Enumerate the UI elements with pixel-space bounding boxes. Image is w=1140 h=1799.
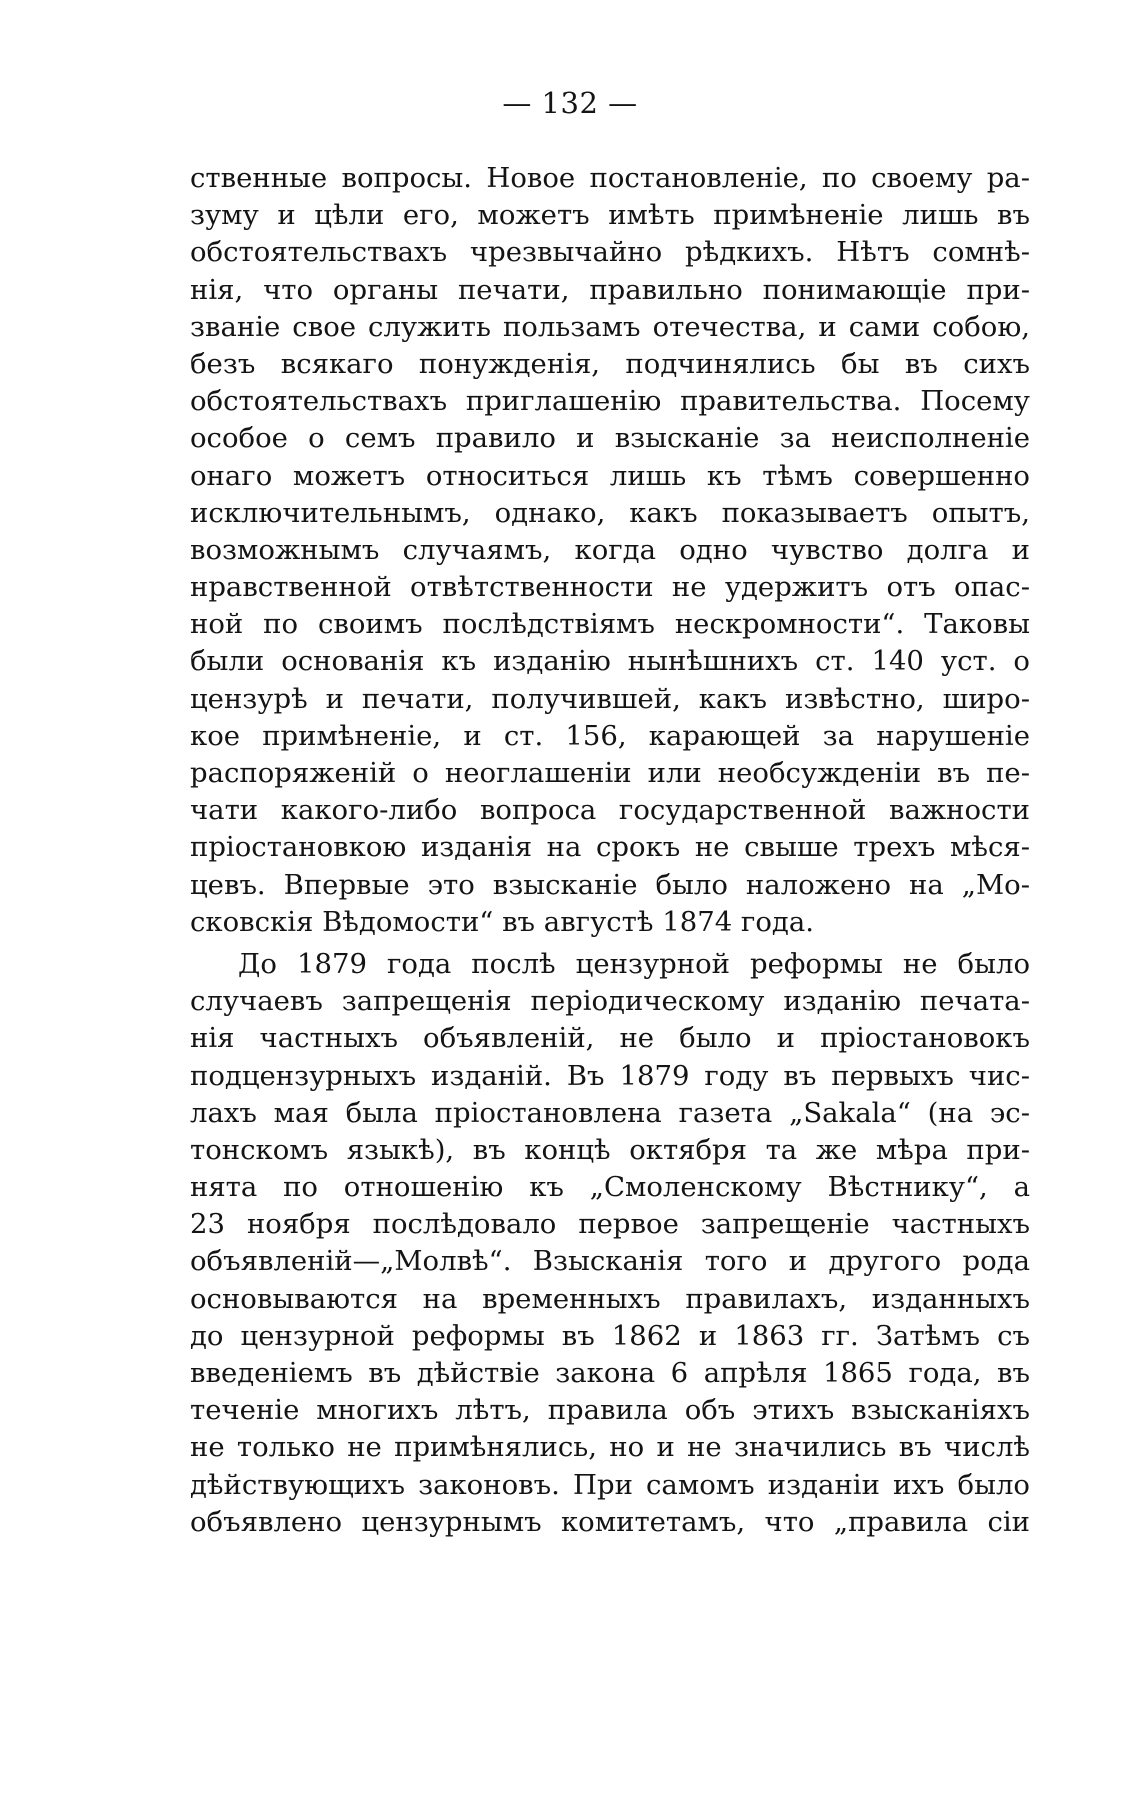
- text-line: нята по отношенію къ „Смоленскому Вѣстнику“, а: [190, 1171, 1030, 1204]
- text-line: нравственной отвѣтственности не удержитъ отъ опас-: [190, 571, 1030, 604]
- text-line: безъ всякаго понужденія, подчинялись бы въ сихъ: [190, 347, 1030, 380]
- text-line: случаевъ запрещенія періодическому изданію печата-: [190, 985, 1030, 1018]
- text-line: ственные вопросы. Новое постановленіе, по своему ра-: [190, 162, 1030, 194]
- text-line: были основанія къ изданію нынѣшнихъ ст. 140 уст. о: [190, 645, 1030, 678]
- text-line: онаго можетъ относиться лишь къ тѣмъ совершенно: [190, 459, 1030, 492]
- text-line: основываются на временныхъ правилахъ, изданныхъ: [190, 1282, 1030, 1315]
- text-line: дѣйствующихъ законовъ. При самомъ изданіи ихъ было: [190, 1468, 1030, 1501]
- text-line: до цензурной реформы въ 1862 и 1863 гг. Затѣмъ съ: [190, 1319, 1030, 1352]
- text-line: объявленій—„Молвѣ“. Взысканія того и другого рода: [190, 1245, 1030, 1278]
- text-line: не только не примѣнялись, но и не значились въ числѣ: [190, 1431, 1030, 1464]
- text-line: тонскомъ языкѣ), въ концѣ октября та же мѣра при-: [190, 1133, 1030, 1166]
- paragraph: [190, 160, 1030, 941]
- text-line: обстоятельствахъ чрезвычайно рѣдкихъ. Нѣтъ сомнѣ-: [190, 236, 1030, 269]
- text-line: объявлено цензурнымъ комитетамъ, что „правила сіи: [190, 1505, 1030, 1538]
- text-line: цевъ. Впервые это взысканіе было наложено на „Мо-: [190, 868, 1030, 901]
- text-line: зуму и цѣли его, можетъ имѣть примѣненіе лишь въ: [190, 199, 1030, 232]
- text-line: кое примѣненіе, и ст. 156, карающей за нарушеніе: [190, 719, 1030, 752]
- body-text: [190, 160, 1030, 1541]
- text-line: сковскія Вѣдомости“ въ августѣ 1874 года.: [190, 905, 814, 938]
- paragraph: [190, 946, 1030, 1541]
- text-line: лахъ мая была пріостановлена газета „Sakala“ (на эс-: [190, 1096, 1030, 1129]
- text-line: 23 ноября послѣдовало первое запрещеніе частныхъ: [190, 1208, 1030, 1241]
- text-line: исключительнымъ, однако, какъ показываетъ опытъ,: [190, 496, 1030, 529]
- text-line: подцензурныхъ изданій. Въ 1879 году въ первыхъ чис-: [190, 1059, 1030, 1092]
- text-line: До 1879 года послѣ цензурной реформы не было: [238, 947, 1030, 980]
- text-line: распоряженій о неоглашеніи или необсужденіи въ пе-: [190, 757, 1030, 789]
- text-line: обстоятельствахъ приглашенію правительства. Посему: [190, 385, 1030, 418]
- text-line: введеніемъ въ дѣйствіе закона 6 апрѣля 1865 года, въ: [190, 1357, 1030, 1389]
- page-number: — 132 —: [502, 86, 638, 120]
- text-line: цензурѣ и печати, получившей, какъ извѣстно, широ-: [190, 682, 1030, 715]
- text-line: чати какого-либо вопроса государственной важности: [190, 794, 1030, 827]
- text-line: званіе свое служить пользамъ отечества, и сами собою,: [190, 310, 1030, 343]
- text-line: теченіе многихъ лѣтъ, правила объ этихъ взысканіяхъ: [190, 1394, 1030, 1427]
- text-line: особое о семъ правило и взысканіе за неисполненіе: [190, 422, 1030, 455]
- text-line: нія частныхъ объявленій, не было и пріостановокъ: [190, 1022, 1030, 1055]
- text-line: ной по своимъ послѣдствіямъ нескромности“. Таковы: [190, 608, 1030, 641]
- text-line: пріостановкою изданія на срокъ не свыше трехъ мѣся-: [190, 831, 1030, 864]
- text-line: нія, что органы печати, правильно понимающіе при-: [190, 273, 1030, 306]
- text-line: возможнымъ случаямъ, когда одно чувство долга и: [190, 533, 1030, 566]
